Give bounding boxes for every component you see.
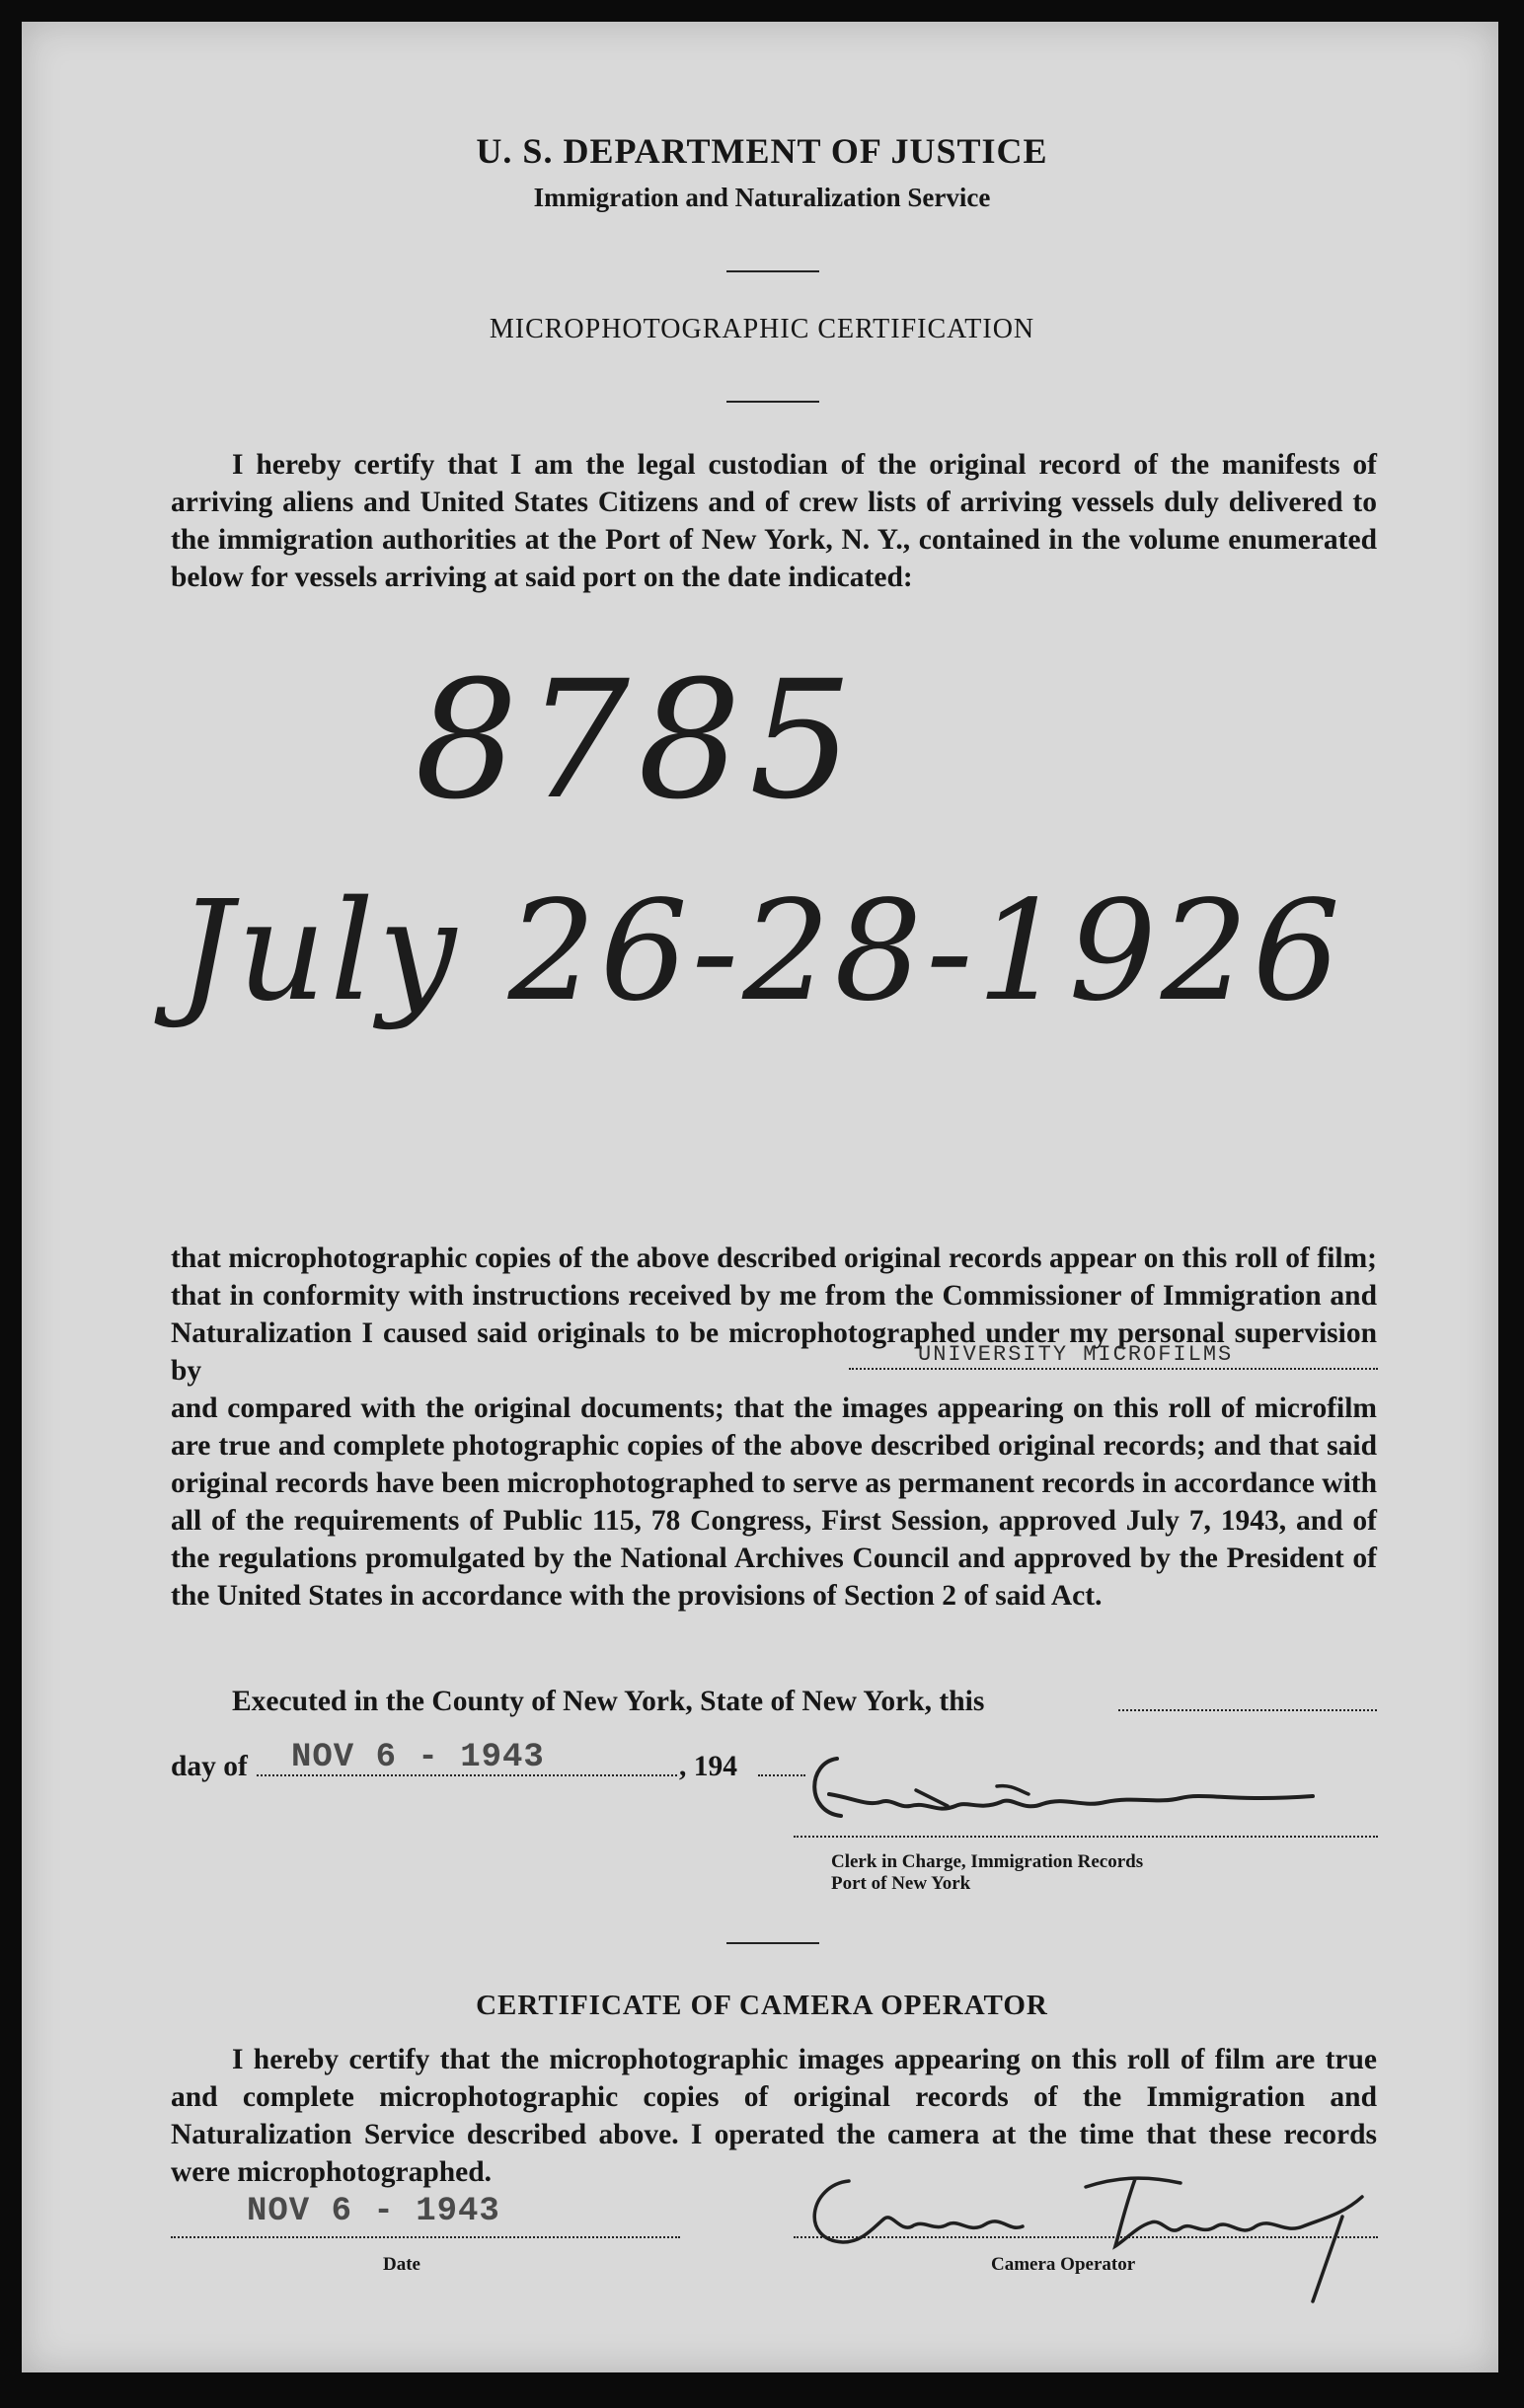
photographer-name: UNIVERSITY MICROFILMS [918, 1342, 1234, 1367]
photographer-dotted-line [849, 1368, 1378, 1370]
volume-number-handwritten: 8785 [415, 645, 861, 835]
camera-operator-title: CERTIFICATE OF CAMERA OPERATOR [476, 1990, 1048, 2021]
clerk-title-line1: Clerk in Charge, Immigration Records [831, 1851, 1144, 1872]
executed-text: Executed in the County of New York, State of New York, this [232, 1686, 985, 1717]
divider [726, 401, 819, 403]
year-prefix: , 194 [679, 1751, 737, 1782]
body-text-2: and compared with the original documents; that the images appearing on this roll of microfilm are true and complete photographic copies of the above described original records; and that said original records have been microphotographed to serve as permanent records in accordance with all of the requirements of Public 115, 78 Congress, First Session, approved July 7, 1943, and of the regulations promulgated by the National Archives Council and approved by the President of the United States in accordance with the provisions of Section 2 of said Act. [171, 1392, 1377, 1612]
executed-dotted-line [1118, 1709, 1377, 1711]
year-label: 194 [693, 1751, 737, 1782]
divider [726, 270, 819, 272]
clerk-signature-line [794, 1836, 1378, 1838]
date-dotted-line [171, 2236, 680, 2238]
department-heading: U. S. DEPARTMENT OF JUSTICE [476, 131, 1048, 171]
camera-operator-label: Camera Operator [991, 2254, 1136, 2275]
operator-dotted-line [794, 2236, 1378, 2238]
execution-date-stamp: NOV 6 - 1943 [291, 1739, 545, 1776]
date-label: Date [383, 2254, 420, 2275]
certification-body-part2 [171, 1390, 1377, 1615]
intro-text: I hereby certify that I am the legal custodian of the original record of the manifests of arriving aliens and United States Citizens and of crew lists of arriving vessels duly delivered to the immigration authorities at the Port of New York, N. Y., contained in the volume enumerated below for vessels arriving at said port on the date indicated: [171, 449, 1377, 593]
body-text-1: that microphotographic copies of the above described original records appear on this roll of film; that in conformity with instructions received by me from the Commissioner of Immigration and Naturalization I caused said originals to be microphotographed under my personal supervision by [171, 1242, 1377, 1387]
clerk-title-line2: Port of New York [831, 1873, 971, 1894]
divider [726, 1942, 819, 1944]
certification-title: MICROPHOTOGRAPHIC CERTIFICATION [489, 314, 1035, 344]
volume-dates-handwritten: July 26-28-1926 [178, 871, 1344, 1032]
intro-paragraph [171, 446, 1377, 596]
camera-operator-signature [790, 2157, 1382, 2305]
camera-date-stamp: NOV 6 - 1943 [247, 2193, 500, 2230]
service-subheading: Immigration and Naturalization Service [533, 183, 991, 212]
clerk-signature [790, 1747, 1323, 1845]
camera-operator-text: I hereby certify that the microphotographic images appearing on this roll of film are true and complete microphotographic copies of original records of the Immigration and Naturalization Service described above. I operated the camera at the time that these records were microphotographed. [171, 2044, 1377, 2188]
clerk-title [831, 1851, 1143, 1895]
day-of-label: day of [171, 1751, 248, 1782]
